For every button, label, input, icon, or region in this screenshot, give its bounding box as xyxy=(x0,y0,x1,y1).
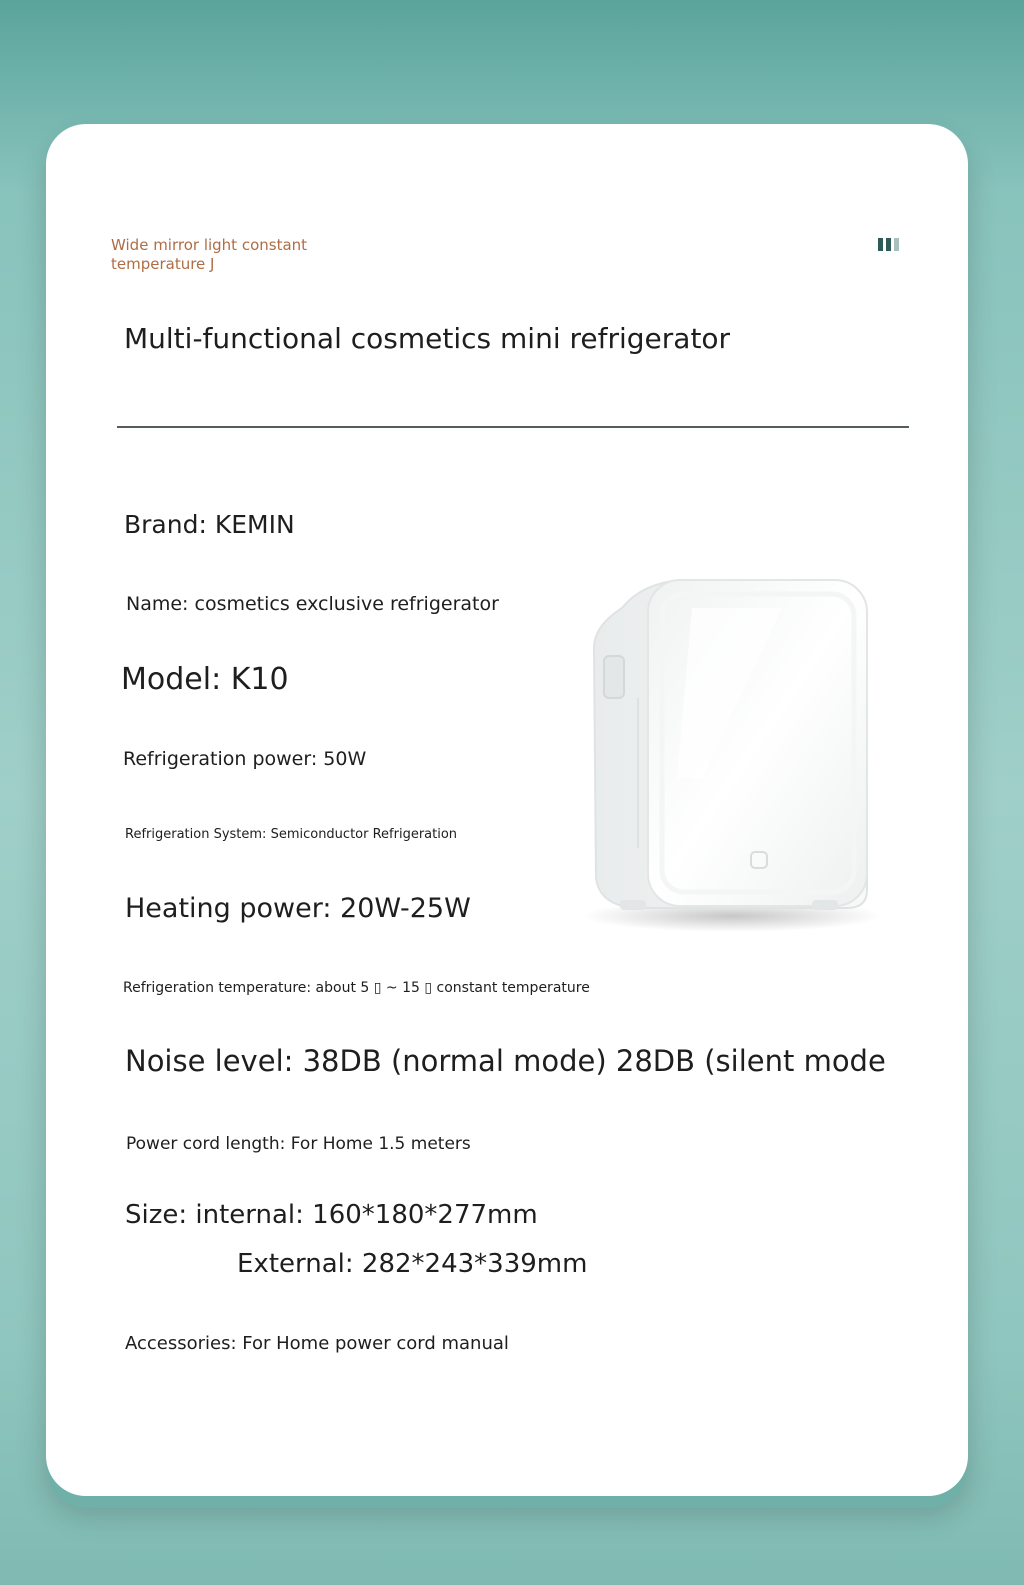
fridge-product-image xyxy=(582,578,882,952)
tagline: Wide mirror light constant temperature J xyxy=(111,236,308,273)
spec-heating-power: Heating power: 20W-25W xyxy=(125,893,471,924)
spec-name: Name: cosmetics exclusive refrigerator xyxy=(126,593,499,615)
title-divider xyxy=(117,426,909,428)
spec-power-cord-length: Power cord length: For Home 1.5 meters xyxy=(126,1134,471,1154)
spec-brand: Brand: KEMIN xyxy=(124,510,295,539)
spec-model: Model: K10 xyxy=(121,662,289,697)
decorative-bars-icon xyxy=(878,238,899,251)
page-title: Multi-functional cosmetics mini refrigerator xyxy=(124,322,731,355)
spec-refrigeration-temperature: Refrigeration temperature: about 5 ▯ ~ 15 ▯ constant temperature xyxy=(123,980,590,996)
spec-refrigeration-system: Refrigeration System: Semiconductor Refrigeration xyxy=(125,827,458,842)
spec-size-external: External: 282*243*339mm xyxy=(237,1249,588,1279)
spec-refrigeration-power: Refrigeration power: 50W xyxy=(123,748,367,770)
spec-size-internal: Size: internal: 160*180*277mm xyxy=(125,1200,538,1230)
spec-noise-level: Noise level: 38DB (normal mode) 28DB (silent mode xyxy=(125,1044,886,1078)
spec-accessories: Accessories: For Home power cord manual xyxy=(125,1333,509,1354)
